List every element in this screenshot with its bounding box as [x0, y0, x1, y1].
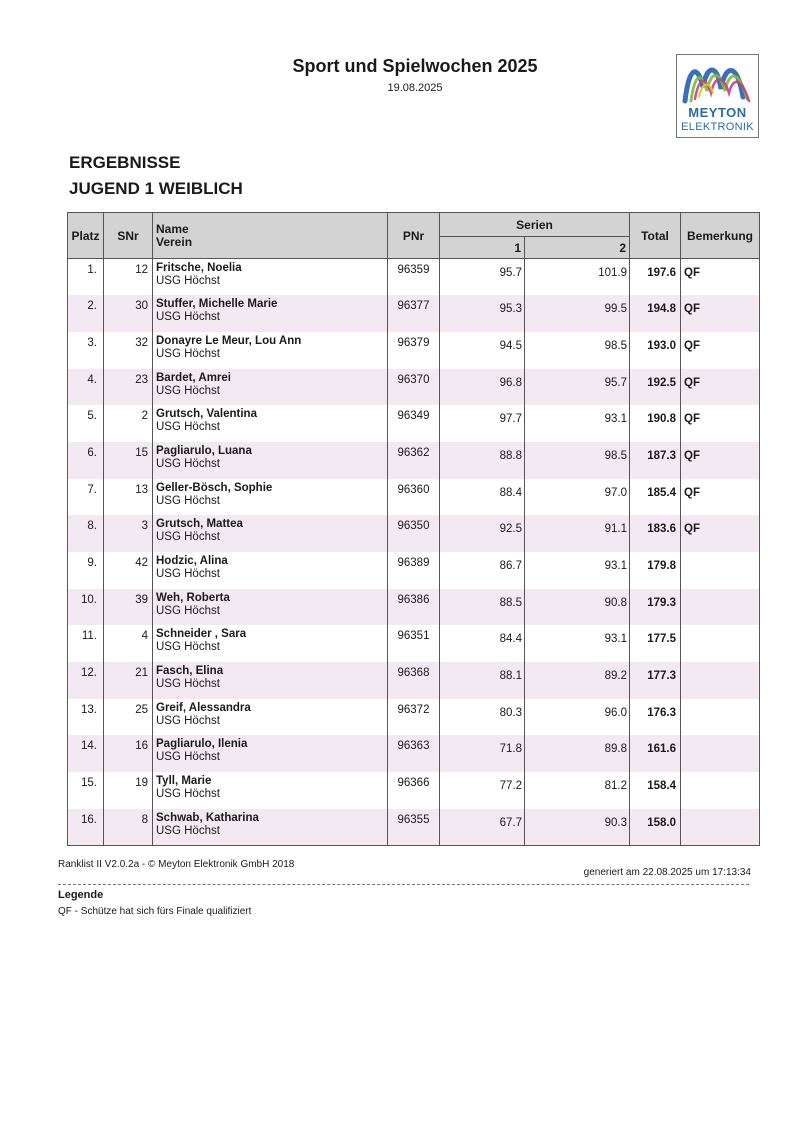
header-name: Name: [156, 221, 189, 236]
cell-platz: 3.: [68, 332, 104, 369]
header-platz: Platz: [68, 213, 104, 259]
results-heading: ERGEBNISSE: [69, 153, 181, 172]
club-name: USG Höchst: [156, 788, 220, 801]
table-row: [68, 405, 760, 442]
cell-pnr: 96363: [388, 735, 440, 772]
software-credit: Ranklist II V2.0.2a - © Meyton Elektronik GmbH 2018: [58, 859, 295, 870]
club-name: USG Höchst: [156, 384, 220, 397]
athlete-name: Schwab, Katharina: [156, 811, 259, 824]
cell-pnr: 96366: [388, 772, 440, 809]
cell-snr: 2: [104, 405, 153, 442]
cell-serie-2: 91.1: [525, 515, 630, 552]
results-table: [67, 212, 760, 846]
cell-total: 192.5: [630, 369, 681, 406]
cell-bemerkung: [681, 735, 760, 772]
cell-snr: 15: [104, 442, 153, 479]
cell-serie-2: 101.9: [525, 259, 630, 296]
cell-serie-1: 95.7: [440, 259, 525, 296]
table-row: [68, 332, 760, 369]
cell-serie-2: 95.7: [525, 369, 630, 406]
table-row: [68, 479, 760, 516]
cell-bemerkung: [681, 772, 760, 809]
cell-snr: 23: [104, 369, 153, 406]
cell-total: 183.6: [630, 515, 681, 552]
cell-name-verein: [153, 332, 388, 369]
table-row: [68, 625, 760, 662]
cell-serie-1: 67.7: [440, 809, 525, 846]
cell-bemerkung: QF: [681, 295, 760, 332]
cell-snr: 16: [104, 735, 153, 772]
cell-total: 158.4: [630, 772, 681, 809]
cell-total: 190.8: [630, 405, 681, 442]
athlete-name: Weh, Roberta: [156, 591, 230, 604]
cell-snr: 32: [104, 332, 153, 369]
cell-name-verein: [153, 259, 388, 296]
athlete-name: Pagliarulo, Luana: [156, 444, 252, 457]
cell-name-verein: [153, 442, 388, 479]
cell-serie-1: 95.3: [440, 295, 525, 332]
table-row: [68, 515, 760, 552]
athlete-name: Donayre Le Meur, Lou Ann: [156, 334, 302, 347]
cell-pnr: 96379: [388, 332, 440, 369]
cell-serie-2: 90.8: [525, 589, 630, 626]
header-snr: SNr: [104, 213, 153, 259]
athlete-name: Tyll, Marie: [156, 775, 212, 788]
cell-snr: 42: [104, 552, 153, 589]
table-row: [68, 552, 760, 589]
cell-bemerkung: [681, 589, 760, 626]
cell-bemerkung: [681, 809, 760, 846]
cell-serie-2: 81.2: [525, 772, 630, 809]
athlete-name: Geller-Bösch, Sophie: [156, 481, 273, 494]
cell-name-verein: [153, 772, 388, 809]
cell-bemerkung: QF: [681, 442, 760, 479]
club-name: USG Höchst: [156, 678, 220, 691]
cell-total: 177.3: [630, 662, 681, 699]
cell-serie-1: 88.4: [440, 479, 525, 516]
cell-total: 197.6: [630, 259, 681, 296]
cell-snr: 4: [104, 625, 153, 662]
cell-bemerkung: [681, 552, 760, 589]
cell-bemerkung: QF: [681, 479, 760, 516]
athlete-name: Hodzic, Alina: [156, 555, 228, 567]
club-name: USG Höchst: [156, 751, 220, 764]
athlete-name: Fritsche, Noelia: [156, 262, 242, 274]
generated-timestamp: generiert am 22.08.2025 um 17:13:34: [583, 867, 751, 878]
club-name: USG Höchst: [156, 531, 220, 544]
cell-serie-2: 93.1: [525, 552, 630, 589]
cell-platz: 15.: [68, 772, 104, 809]
cell-total: 193.0: [630, 332, 681, 369]
club-name: USG Höchst: [156, 347, 220, 360]
table-row: [68, 699, 760, 736]
cell-pnr: 96372: [388, 699, 440, 736]
cell-pnr: 96351: [388, 625, 440, 662]
category-heading: JUGEND 1 WEIBLICH: [69, 179, 243, 198]
cell-serie-1: 88.1: [440, 662, 525, 699]
cell-snr: 12: [104, 259, 153, 296]
table-row: [68, 809, 760, 846]
cell-platz: 16.: [68, 809, 104, 846]
table-row: [68, 772, 760, 809]
cell-name-verein: [153, 369, 388, 406]
table-row: [68, 442, 760, 479]
cell-serie-1: 71.8: [440, 735, 525, 772]
cell-pnr: 96362: [388, 442, 440, 479]
athlete-name: Bardet, Amrei: [156, 371, 231, 384]
cell-snr: 30: [104, 295, 153, 332]
cell-total: 194.8: [630, 295, 681, 332]
cell-platz: 2.: [68, 295, 104, 332]
cell-name-verein: [153, 625, 388, 662]
cell-serie-1: 88.8: [440, 442, 525, 479]
cell-total: 158.0: [630, 809, 681, 846]
header-serie-2: 2: [525, 237, 630, 259]
event-date: 19.08.2025: [387, 82, 443, 94]
cell-name-verein: [153, 405, 388, 442]
table-row: [68, 369, 760, 406]
cell-name-verein: [153, 295, 388, 332]
athlete-name: Stuffer, Michelle Marie: [156, 298, 278, 311]
cell-bemerkung: QF: [681, 405, 760, 442]
cell-serie-1: 94.5: [440, 332, 525, 369]
table-row: [68, 662, 760, 699]
cell-serie-2: 99.5: [525, 295, 630, 332]
header-verein: Verein: [156, 234, 193, 249]
table-row: [68, 589, 760, 626]
cell-serie-1: 80.3: [440, 699, 525, 736]
legend-divider: [58, 884, 749, 885]
cell-bemerkung: [681, 625, 760, 662]
cell-snr: 25: [104, 699, 153, 736]
cell-name-verein: [153, 735, 388, 772]
cell-snr: 3: [104, 515, 153, 552]
cell-platz: 4.: [68, 369, 104, 406]
club-name: USG Höchst: [156, 311, 220, 324]
athlete-name: Pagliarulo, Ilenia: [156, 738, 248, 751]
legend-title: Legende: [58, 889, 104, 901]
cell-platz: 8.: [68, 515, 104, 552]
cell-name-verein: [153, 552, 388, 589]
cell-total: 185.4: [630, 479, 681, 516]
club-name: USG Höchst: [156, 824, 220, 837]
club-name: USG Höchst: [156, 421, 220, 434]
cell-total: 161.6: [630, 735, 681, 772]
cell-pnr: 96359: [388, 259, 440, 296]
page-title: Sport und Spielwochen 2025: [292, 56, 538, 76]
header-pnr: PNr: [388, 213, 440, 259]
cell-pnr: 96360: [388, 479, 440, 516]
table-row: [68, 295, 760, 332]
club-name: USG Höchst: [156, 604, 220, 617]
meyton-logo-icon: [681, 57, 755, 105]
cell-serie-2: 93.1: [525, 405, 630, 442]
cell-bemerkung: QF: [681, 369, 760, 406]
cell-serie-2: 89.8: [525, 735, 630, 772]
club-name: USG Höchst: [156, 457, 220, 470]
cell-snr: 13: [104, 479, 153, 516]
cell-platz: 1.: [68, 259, 104, 296]
athlete-name: Fasch, Elina: [156, 665, 224, 678]
header-serie-1: 1: [440, 237, 525, 259]
cell-bemerkung: [681, 699, 760, 736]
cell-pnr: 96368: [388, 662, 440, 699]
cell-bemerkung: [681, 662, 760, 699]
cell-pnr: 96355: [388, 809, 440, 846]
club-name: USG Höchst: [156, 641, 220, 654]
cell-serie-2: 93.1: [525, 625, 630, 662]
cell-snr: 19: [104, 772, 153, 809]
header-bemerkung: Bemerkung: [681, 213, 760, 259]
athlete-name: Greif, Alessandra: [156, 701, 251, 714]
cell-serie-1: 77.2: [440, 772, 525, 809]
cell-name-verein: [153, 699, 388, 736]
athlete-name: Grutsch, Mattea: [156, 518, 243, 531]
club-name: USG Höchst: [156, 494, 220, 507]
cell-total: 187.3: [630, 442, 681, 479]
club-name: USG Höchst: [156, 275, 220, 287]
table-row: [68, 259, 760, 296]
cell-platz: 13.: [68, 699, 104, 736]
cell-serie-2: 98.5: [525, 332, 630, 369]
cell-serie-2: 97.0: [525, 479, 630, 516]
cell-total: 179.8: [630, 552, 681, 589]
cell-snr: 21: [104, 662, 153, 699]
cell-total: 177.5: [630, 625, 681, 662]
cell-platz: 14.: [68, 735, 104, 772]
cell-bemerkung: QF: [681, 332, 760, 369]
cell-serie-1: 97.7: [440, 405, 525, 442]
cell-platz: 6.: [68, 442, 104, 479]
cell-platz: 5.: [68, 405, 104, 442]
logo-subtitle: ELEKTRONIK: [681, 121, 754, 133]
cell-pnr: 96386: [388, 589, 440, 626]
header-total: Total: [630, 213, 681, 259]
cell-serie-1: 96.8: [440, 369, 525, 406]
cell-pnr: 96389: [388, 552, 440, 589]
cell-snr: 8: [104, 809, 153, 846]
club-name: USG Höchst: [156, 714, 220, 727]
cell-serie-1: 86.7: [440, 552, 525, 589]
cell-name-verein: [153, 515, 388, 552]
header-name-verein: [153, 213, 388, 259]
cell-platz: 7.: [68, 479, 104, 516]
cell-serie-1: 92.5: [440, 515, 525, 552]
legend-text: QF - Schütze hat sich fürs Finale qualifiziert: [58, 906, 252, 917]
cell-pnr: 96350: [388, 515, 440, 552]
cell-serie-1: 88.5: [440, 589, 525, 626]
club-name: USG Höchst: [156, 568, 220, 580]
cell-serie-2: 90.3: [525, 809, 630, 846]
cell-total: 176.3: [630, 699, 681, 736]
cell-name-verein: [153, 479, 388, 516]
cell-pnr: 96349: [388, 405, 440, 442]
cell-name-verein: [153, 662, 388, 699]
cell-platz: 11.: [68, 625, 104, 662]
cell-name-verein: [153, 589, 388, 626]
cell-serie-2: 96.0: [525, 699, 630, 736]
cell-bemerkung: QF: [681, 259, 760, 296]
cell-snr: 39: [104, 589, 153, 626]
table-row: [68, 735, 760, 772]
logo-name: MEYTON: [688, 105, 747, 120]
cell-pnr: 96377: [388, 295, 440, 332]
cell-serie-1: 84.4: [440, 625, 525, 662]
cell-serie-2: 98.5: [525, 442, 630, 479]
cell-platz: 10.: [68, 589, 104, 626]
meyton-logo: [676, 54, 759, 138]
athlete-name: Grutsch, Valentina: [156, 408, 257, 421]
athlete-name: Schneider , Sara: [156, 628, 247, 641]
header-serien: Serien: [440, 213, 630, 237]
cell-name-verein: [153, 809, 388, 846]
cell-serie-2: 89.2: [525, 662, 630, 699]
cell-pnr: 96370: [388, 369, 440, 406]
cell-platz: 9.: [68, 552, 104, 589]
cell-bemerkung: QF: [681, 515, 760, 552]
cell-platz: 12.: [68, 662, 104, 699]
cell-total: 179.3: [630, 589, 681, 626]
